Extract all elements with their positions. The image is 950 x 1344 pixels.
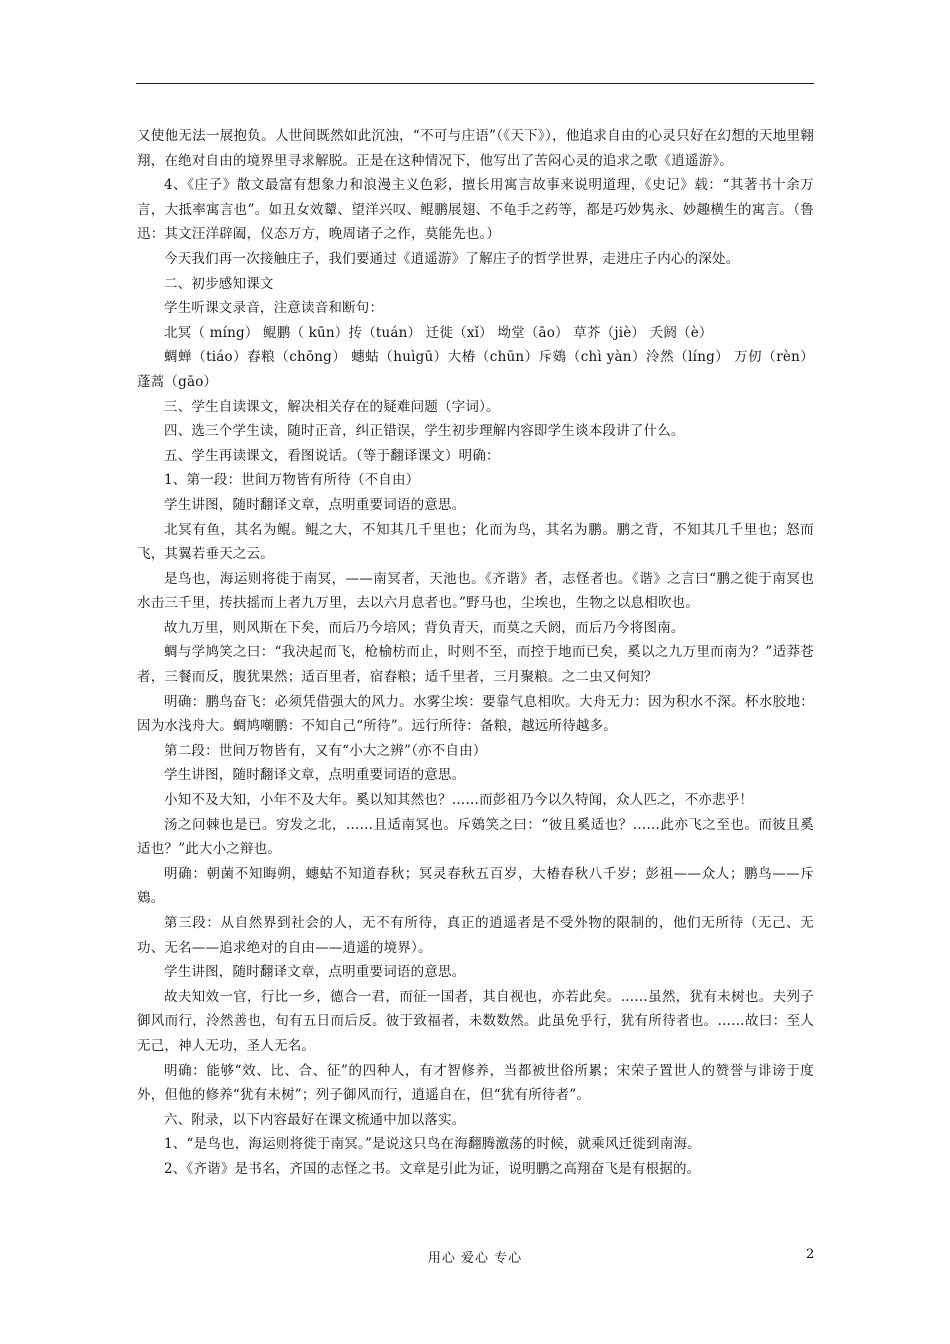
paragraph: 明确：能够“效、比、合、征”的四种人，有才智修养，当都被世俗所累；宋荣子置世人的赞誉与诽谤于度外，但他的修养“犹有未树”；列子御风而行，逍遥自在，但“犹有所待者”。	[137, 1062, 814, 1104]
paragraph: 4、《庄子》散文最富有想象力和浪漫主义色彩，擅长用寓言故事来说明道理，《史记》载：“其著书十余万言，大抵率寓言也”。如丑女效颦、望洋兴叹、鲲鹏展翅、不龟手之药等，都是巧妙隽永、妙趣横生的寓言。（鲁迅：其文汪洋辟阖，仪态万方，晚周诸子之作，莫能先也。）	[137, 177, 814, 243]
paragraph: 蜩与学鸠笑之曰：“我决起而飞，枪榆枋而止，时则不至，而控于地而已矣，奚以之九万里而南为？”适莽苍者，三餐而反，腹犹果然；适百里者，宿舂粮；适千里者，三月聚粮。之二虫又何知？	[137, 644, 814, 686]
paragraph: 小知不及大知，小年不及大年。奚以知其然也？……而彭祖乃今以久特闻，众人匹之，不亦悲乎！	[164, 792, 754, 809]
page-number: 2	[806, 1247, 815, 1262]
paragraph: 五、学生再读课文，看图说话。（等于翻译课文）明确：	[164, 447, 500, 464]
paragraph: 三、学生自读课文，解决相关存在的疑难问题（字词）。	[164, 398, 500, 415]
paragraph: 第二段：世间万物皆有，又有“小大之辨”（亦不自由）	[164, 742, 487, 759]
paragraph: 今天我们再一次接触庄子，我们要通过《逍遥游》了解庄子的哲学世界，走进庄子内心的深处。	[164, 250, 740, 267]
paragraph: 学生听课文录音，注意读音和断句：	[164, 300, 384, 317]
footer-motto: 用心 爱心 专心	[427, 1251, 523, 1266]
paragraph: 学生讲图，随时翻译文章，点明重要词语的意思。	[164, 767, 466, 784]
paragraph: 汤之问棘也是已。穷发之北，……且适南冥也。斥鴳笑之曰：“彼且奚适也？……此亦飞之至也。而彼且奚适也？”此大小之辩也。	[137, 816, 814, 858]
paragraph: 又使他无法一展抱负。人世间既然如此沉浊，“不可与庄语”（《天下》），他追求自由的心灵只好在幻想的天地里翱翔，在绝对自由的境界里寻求解脱。正是在这种情况下，他写出了苦闷心灵的追求之歌《逍遥游》。	[137, 128, 814, 169]
paragraph: 蜩蝉（tiáo）舂粮（chōng） 蟪蛄（huìgū）大椿（chūn）斥鴳（chì yàn）泠然（líng） 万仞（rèn） 蓬蒿（gāo）	[137, 349, 814, 390]
paragraph: 是鸟也，海运则将徙于南冥，——南冥者，天池也。《齐谐》者，志怪者也。《谐》之言曰“鹏之徙于南冥也水击三千里，抟扶摇而上者九万里，去以六月息者也。”野马也，尘埃也，生物之以息相吹也。	[137, 570, 814, 612]
document-body	[137, 124, 814, 1182]
paragraph: 四、选三个学生读，随时正音，纠正错误，学生初步理解内容即学生谈本段讲了什么。	[164, 423, 685, 440]
paragraph: 学生讲图，随时翻译文章，点明重要词语的意思。	[164, 964, 466, 981]
paragraph: 1、第一段：世间万物皆有所待（不自由）	[164, 472, 420, 489]
paragraph: 明确：鹏鸟奋飞：必须凭借强大的风力。水雾尘埃：要靠气息相吹。大舟无力：因为积水不深。杯水胶地：因为水浅舟大。蜩鸠嘲鹏：不知自己“所待”。远行所待：备粮，越远所待越多。	[137, 693, 814, 735]
header-rule	[136, 83, 814, 84]
paragraph: 第三段：从自然界到社会的人，无不有所待，真正的逍遥者是不受外物的限制的，他们无所待（无己、无功、无名——追求绝对的自由——逍遥的境界）。	[137, 915, 814, 956]
paragraph: 二、初步感知课文	[164, 275, 274, 292]
paragraph: 北冥（ míng） 鲲鹏（ kūn）抟（tuán） 迁徙（xǐ） 坳堂（āo） 草芥（jiè） 夭阏（è）	[164, 324, 713, 341]
paragraph: 学生讲图，随时翻译文章，点明重要词语的意思。	[164, 496, 466, 513]
paragraph: 明确：朝菌不知晦朔，蟪蛄不知道春秋；冥灵春秋五百岁，大椿春秋八千岁；彭祖——众人；鹏鸟——斥鴳。	[137, 865, 814, 907]
paragraph: 2、《齐谐》是书名，齐国的志怪之书。文章是引此为证，说明鹏之高翔奋飞是有根据的。	[164, 1160, 701, 1177]
paragraph: 1、“是鸟也，海运则将徙于南冥。”是说这只鸟在海翻腾激荡的时候，就乘风迁徙到南海。	[164, 1136, 701, 1153]
paragraph: 北冥有鱼，其名为鲲。鲲之大，不知其几千里也；化而为鸟，其名为鹏。鹏之背，不知其几千里也；怒而飞，其翼若垂天之云。	[137, 521, 814, 563]
paragraph: 故夫知效一官，行比一乡，德合一君，而征一国者，其自视也，亦若此矣。……虽然，犹有未树也。夫列子御风而行，泠然善也，旬有五日而后反。彼于致福者，未数数然。此虽免乎行，犹有所待者也。……故曰：至人无己，神人无功，圣人无名。	[137, 988, 814, 1054]
paragraph: 六、附录，以下内容最好在课文梳通中加以落实。	[164, 1111, 466, 1128]
paragraph: 故九万里，则风斯在下矣，而后乃今培风；背负青天，而莫之夭阏，而后乃今将图南。	[164, 619, 685, 636]
